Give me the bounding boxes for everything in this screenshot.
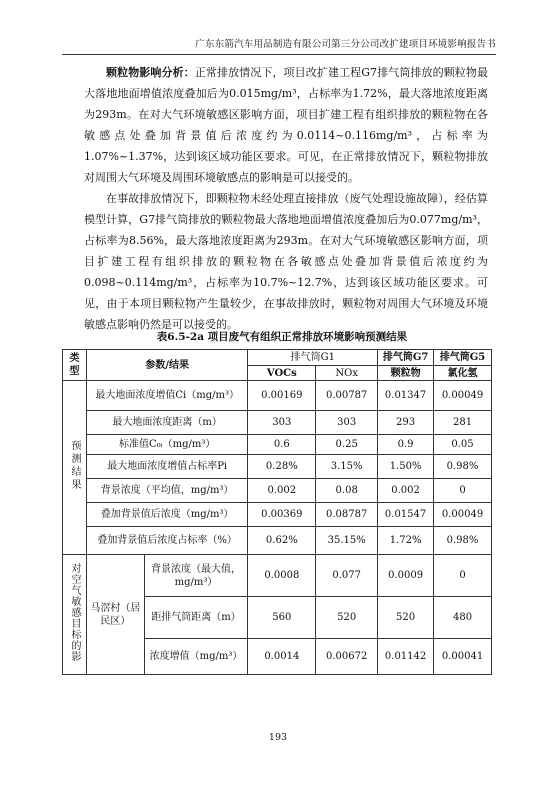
cell-nox: 520 — [316, 597, 378, 639]
header-params: 参数/结果 — [86, 350, 247, 381]
row-param: 浓度增值（mg/m³） — [144, 639, 248, 675]
row-param: 最大地面浓度距离（m） — [86, 411, 247, 435]
paragraph-2: 在事故排放情况下，即颗粒物未经处理直接排放（废气处理设施故障），经估算模型计算，G7排气筒排放的颗粒物最大落地地面增值浓度叠加后为0.077mg/m³，占标率为8.56%，最大落地浓度距离为293m。在对大气环境敏感区影响方面，项目扩建工程有组织排放的颗粒物在各敏感点处叠加背景值后浓度约为0.098~0.114mg/m³，占标率为10.7%~12.7%，达到该区域功能区要求。可见，由于本项目颗粒物产生量较少，在事故排放时，颗粒物对周围大气环境及环境敏感点影响仍然是可以接受的。 — [84, 192, 488, 331]
row-param: 标准值C₀ᵢ（mg/m³） — [86, 435, 247, 455]
row-param: 距排气筒距离（m） — [144, 597, 248, 639]
cell-pm: 293 — [378, 411, 434, 435]
cell-vocs: 560 — [248, 597, 316, 639]
cell-hcl: 0.98% — [434, 527, 492, 555]
prediction-table — [62, 349, 492, 675]
table-row — [63, 411, 492, 435]
table-row — [63, 455, 492, 479]
table-row — [63, 527, 492, 555]
paragraph-lead: 颗粒物影响分析： — [106, 66, 195, 79]
cell-pm: 0.9 — [378, 435, 434, 455]
row-param: 最大地面浓度增值Ci（mg/m³） — [86, 381, 247, 411]
cell-pm: 1.72% — [378, 527, 434, 555]
cell-vocs: 0.62% — [248, 527, 316, 555]
site-name: 马滘村（居民区） — [86, 555, 144, 675]
header-type: 类型 — [63, 350, 87, 381]
cell-nox: 0.00672 — [316, 639, 378, 675]
row-param: 叠加背景值后浓度（mg/m³） — [86, 503, 247, 527]
header-pm: 颗粒物 — [378, 366, 434, 381]
cell-pm: 0.002 — [378, 479, 434, 503]
cell-vocs: 0.00369 — [248, 503, 316, 527]
cell-vocs: 0.002 — [248, 479, 316, 503]
paragraph-1-text: 正常排放情况下，项目改扩建工程G7排气筒排放的颗粒物最大落地地面增值浓度叠加后为0.015mg/m³，占标率为1.72%，最大落地浓度距离为293m。在对大气环境敏感区影响方面，项目扩建工程有组织排放的颗粒物在各敏感点处叠加背景值后浓度约为0.0114~0.116mg/m³，占标率为1.07%~1.37%，达到该区域功能区要求。可见，在正常排放情况下，颗粒物排放对周围大气环境及周围环境敏感点的影响是可以接受的。 — [84, 66, 488, 184]
cell-pm: 0.01547 — [378, 503, 434, 527]
cell-vocs: 0.28% — [248, 455, 316, 479]
cell-pm: 0.01142 — [378, 639, 434, 675]
table-row — [63, 479, 492, 503]
cell-vocs: 0.0008 — [248, 555, 316, 597]
cell-nox: 0.077 — [316, 555, 378, 597]
cell-nox: 303 — [316, 411, 378, 435]
cell-hcl: 0.00049 — [434, 381, 492, 411]
cell-hcl: 0.05 — [434, 435, 492, 455]
cell-nox: 35.15% — [316, 527, 378, 555]
group-sensitive: 对空气敏感目标的影 — [63, 555, 87, 675]
row-param: 最大地面浓度增值占标率Pi — [86, 455, 247, 479]
cell-pm: 0.0009 — [378, 555, 434, 597]
cell-hcl: 0 — [434, 555, 492, 597]
table-caption: 表6.5-2a 项目废气有组织正常排放环境影响预测结果 — [156, 331, 408, 343]
cell-hcl: 480 — [434, 597, 492, 639]
cell-nox: 0.25 — [316, 435, 378, 455]
page-header: 广东东箭汽车用品制造有限公司第三分公司改扩建项目环境影响报告书 — [62, 36, 496, 55]
cell-nox: 3.15% — [316, 455, 378, 479]
row-param: 背景浓度（平均值，mg/m³） — [86, 479, 247, 503]
cell-nox: 0.08787 — [316, 503, 378, 527]
table-row — [63, 555, 492, 597]
cell-hcl: 0.98% — [434, 455, 492, 479]
cell-hcl: 0.00041 — [434, 639, 492, 675]
cell-vocs: 0.6 — [248, 435, 316, 455]
header-vocs: VOCs — [248, 366, 316, 381]
table-row — [63, 381, 492, 411]
body-text — [84, 62, 488, 335]
cell-hcl: 0 — [434, 479, 492, 503]
header-g1: 排气筒G1 — [248, 350, 378, 366]
header-hcl: 氯化氢 — [434, 366, 492, 381]
cell-hcl: 0.00049 — [434, 503, 492, 527]
table-row — [63, 435, 492, 455]
cell-vocs: 0.0014 — [248, 639, 316, 675]
page-number: 193 — [268, 732, 288, 743]
header-g7: 排气筒G7 — [378, 350, 434, 366]
cell-pm: 520 — [378, 597, 434, 639]
cell-pm: 1.50% — [378, 455, 434, 479]
header-nox: NOx — [316, 366, 378, 381]
cell-nox: 0.08 — [316, 479, 378, 503]
header-g5: 排气筒G5 — [434, 350, 492, 366]
cell-vocs: 303 — [248, 411, 316, 435]
table-row — [63, 503, 492, 527]
cell-hcl: 281 — [434, 411, 492, 435]
row-param: 叠加背景值后浓度占标率（%） — [86, 527, 247, 555]
cell-nox: 0.00787 — [316, 381, 378, 411]
paragraph-1 — [84, 62, 488, 188]
cell-pm: 0.01347 — [378, 381, 434, 411]
cell-vocs: 0.00169 — [248, 381, 316, 411]
row-param: 背景浓度（最大值，mg/m³） — [144, 555, 248, 597]
group-prediction: 预测结果 — [63, 381, 87, 555]
